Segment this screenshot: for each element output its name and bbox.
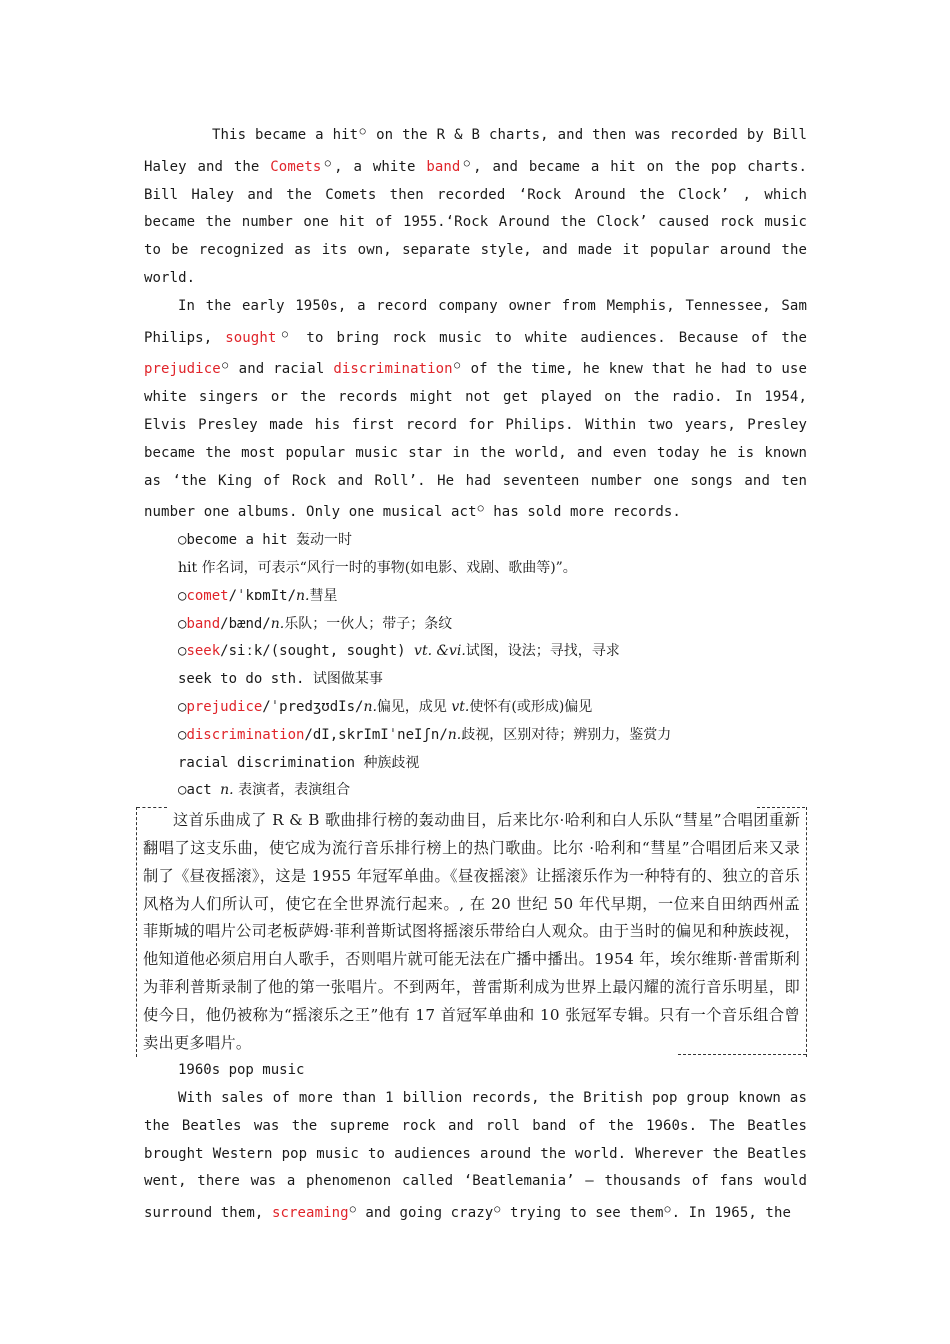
- text: , a white: [334, 158, 427, 175]
- note-band: [144, 611, 807, 639]
- keyword-comets: Comets: [270, 158, 322, 175]
- document-page: [144, 118, 807, 1228]
- vocabulary-notes: [144, 527, 807, 805]
- note-discrimination: [144, 722, 807, 750]
- note-marker: ○: [221, 360, 229, 372]
- note-marker: ○: [359, 126, 367, 137]
- text: has sold more records.: [484, 504, 681, 521]
- text: and going crazy: [356, 1205, 494, 1222]
- note-pos: n.: [270, 615, 285, 632]
- note-phonetic: /ˈkɒmIt/: [228, 587, 297, 604]
- paragraph-2: [144, 293, 807, 527]
- section-heading: 1960s pop music: [178, 1062, 305, 1079]
- note-meaning: 使怀有(或形成)偏见: [469, 698, 593, 715]
- note-discrimination-phrase: [144, 750, 807, 778]
- keyword-screaming: screaming: [271, 1205, 349, 1222]
- note-hit: [144, 527, 807, 555]
- box-border-top: [137, 807, 167, 808]
- note-meaning: 偏见，成见: [376, 698, 452, 715]
- circle-icon: ○: [178, 726, 187, 743]
- note-marker: ○: [494, 1204, 501, 1216]
- keyword-discrimination: discrimination: [333, 361, 453, 378]
- note-prejudice: [144, 694, 807, 722]
- note-meaning: hit 作名词，可表示“风行一时的事物(如电影、戏剧、歌曲等)”。: [178, 559, 577, 576]
- circle-icon: ○: [178, 643, 187, 660]
- note-meaning: 试图，设法；寻找，寻求: [465, 643, 620, 660]
- keyword-prejudice: prejudice: [144, 361, 221, 378]
- note-meaning: 轰动一时: [296, 532, 353, 549]
- paragraph-3: [144, 1085, 807, 1228]
- note-pos: n.: [220, 782, 234, 799]
- note-meaning: 乐队；一伙人；带子；条纹: [284, 615, 453, 632]
- note-pos: vt.: [451, 698, 470, 715]
- note-pos: n.: [363, 698, 377, 715]
- note-pos: n.: [447, 726, 462, 743]
- circle-icon: ○: [178, 782, 187, 799]
- text: to bring rock music to white audiences. Because of the: [293, 329, 807, 346]
- chinese-translation: 这首乐曲成了 R & B 歌曲排行榜的轰动曲目，后来比尔·哈利和白人乐队“彗星”合唱团重新翻唱了这支乐曲，使它成为流行音乐排行榜上的热门歌曲。比尔 ·哈利和“彗星”合唱团后来又录制了《昼夜摇滚》，这是 1955 年冠军单曲。《昼夜摇滚》让摇滚乐作为一种特有的、独立的音乐风格为人们所认可，使它在全世界流行起来。, 在 20 世纪 50 年代早期，一位来自田纳西州孟菲斯城的唱片公司老板萨姆·菲利普斯试图将摇滚乐带给白人观众。由于当时的偏见和种族歧视，他知道他必须启用白人歌手，否则唱片就可能无法在广播中播出。1954 年，埃尔维斯·普雷斯利为菲利普斯录制了他的第一张唱片。不到两年，普雷斯利成为世界上最闪耀的流行音乐明星，即使今日，他仍被称为“摇滚乐之王”他有 17 首冠军单曲和 10 张冠军专辑。只有一个音乐组合曾卖出更多唱片。: [143, 811, 800, 1052]
- note-seek: [144, 638, 807, 666]
- note-meaning: 种族歧视: [363, 754, 420, 771]
- note-act: [144, 777, 807, 805]
- note-hit-desc: [144, 555, 807, 583]
- note-word: discrimination: [186, 726, 305, 743]
- text: on the R & B charts, and then was recorded by Bill Haley and the: [144, 127, 807, 175]
- paragraph-1: [144, 118, 807, 293]
- note-meaning: 彗星: [309, 587, 338, 604]
- note-phonetic: /siːk/(sought, sought): [220, 643, 415, 660]
- note-term: seek to do sth.: [178, 671, 313, 688]
- circle-icon: ○: [178, 532, 187, 549]
- text: of the time, he knew that he had to use white singers or the records might not get played on the radio. In 1954, Elvis Presley made his first record for Philips. Within two years, Presley became the most popular music star in the world, and even today he is known as ‘the King of Rock and Roll’. He had seventeen number one songs and ten number one albums. Only one musical act: [144, 361, 807, 521]
- keyword-band: band: [426, 158, 461, 175]
- note-word: comet: [186, 587, 229, 604]
- note-term: become a hit: [186, 532, 297, 549]
- text: . In 1965, the: [671, 1205, 791, 1222]
- note-seek-phrase: [144, 666, 807, 694]
- note-word: prejudice: [186, 698, 263, 715]
- note-word: seek: [186, 643, 221, 660]
- text: trying to see them: [501, 1205, 664, 1222]
- box-border-top: [757, 807, 805, 808]
- circle-icon: ○: [178, 587, 187, 604]
- note-marker: ○: [477, 503, 484, 515]
- keyword-sought: sought: [225, 329, 277, 346]
- note-marker: ○: [277, 328, 293, 340]
- translation-box: [136, 807, 807, 1057]
- text: and racial: [229, 361, 334, 378]
- note-marker: ○: [453, 360, 461, 372]
- note-phonetic: /dI,skrImIˈneIʃn/: [304, 726, 448, 743]
- note-pos: n.: [296, 587, 310, 604]
- text: , and became a hit on the pop charts. Bill Haley and the Comets then recorded ‘Rock Around the Clock’ , which became the number one hit of 1955.‘Rock Around the Clock’ caused rock music to be recognized as its own, separate style, and made it popular around the world.: [144, 158, 808, 286]
- note-pos: vt. &vi.: [414, 643, 466, 660]
- note-phonetic: /ˈpredʒʊdIs/: [262, 698, 364, 715]
- note-term: racial discrimination: [178, 754, 364, 771]
- note-marker: ○: [664, 1204, 671, 1216]
- text: This became a hit: [212, 127, 359, 143]
- note-meaning: 表演者，表演组合: [233, 782, 351, 799]
- note-marker: ○: [349, 1204, 356, 1216]
- note-marker: ○: [322, 157, 334, 169]
- box-border-bottom: [678, 1054, 806, 1055]
- note-meaning: 歧视，区别对待；辨别力，鉴赏力: [461, 726, 672, 743]
- text: In the early 1950s, a record company owner from Memphis, Tennessee, Sam Philips,: [144, 297, 807, 346]
- note-comet: [144, 583, 807, 611]
- note-term: act: [186, 782, 221, 799]
- circle-icon: ○: [178, 615, 187, 632]
- circle-icon: ○: [178, 698, 187, 715]
- text: With sales of more than 1 billion records, the British pop group known as the Beatles was the supreme rock and roll band of the 1960s. The Beatles brought Western pop music to audiences around the world. Wherever the Beatles went, there was a phenomenon called ‘Beatlemania’ — thousands of fans would surround them,: [144, 1090, 807, 1222]
- note-word: band: [186, 615, 221, 632]
- note-phonetic: /bænd/: [220, 615, 271, 632]
- note-marker: ○: [461, 157, 473, 169]
- note-meaning: 试图做某事: [312, 671, 383, 688]
